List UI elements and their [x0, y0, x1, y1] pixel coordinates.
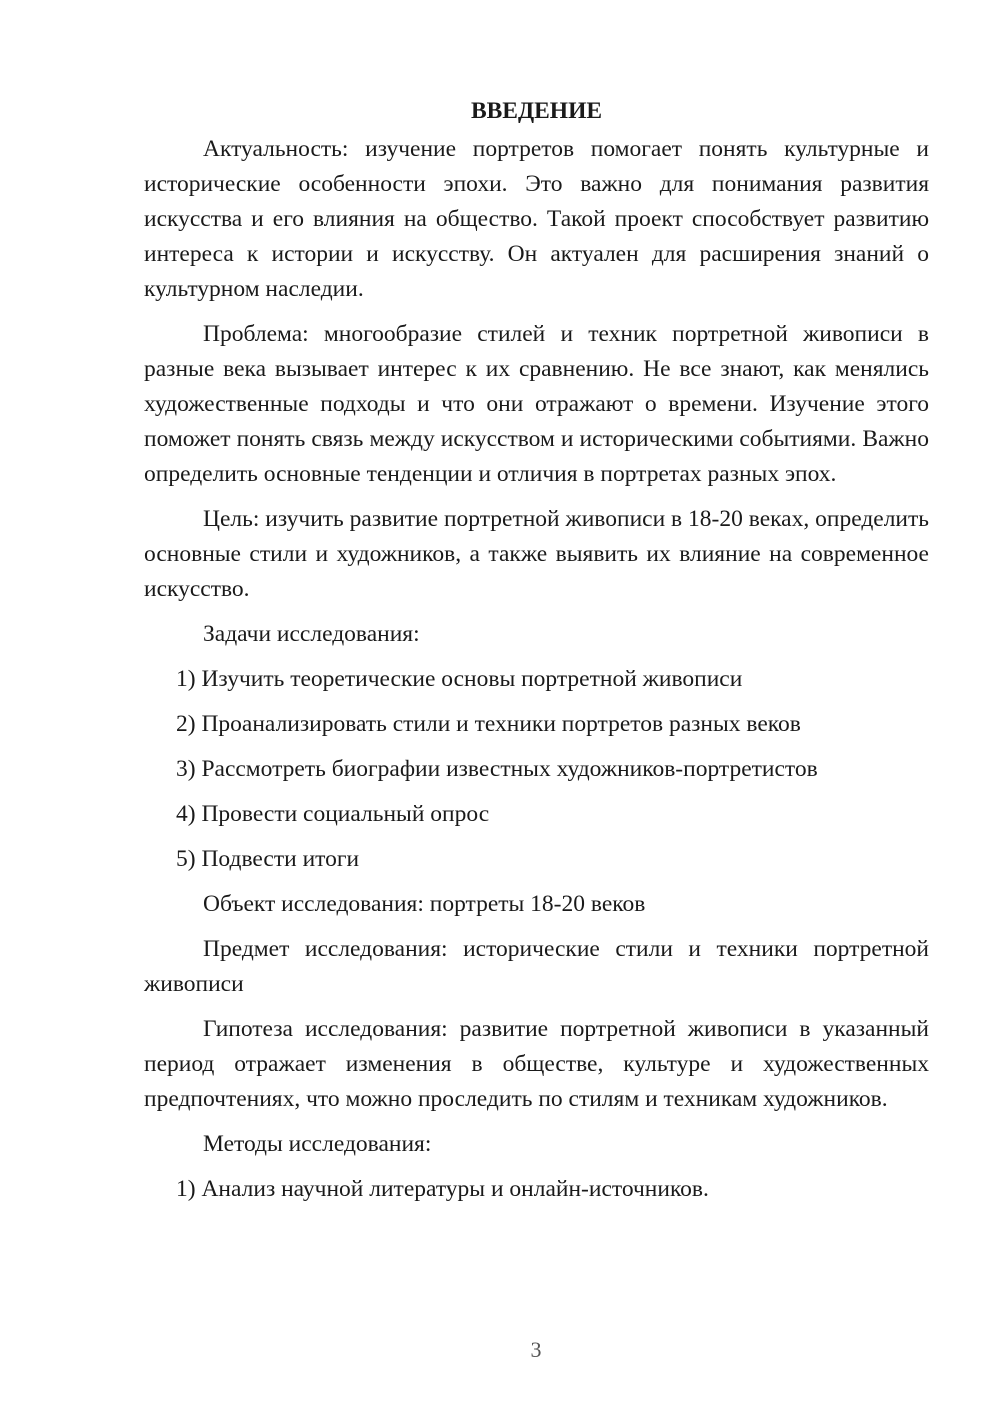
methods-heading: Методы исследования: [203, 1131, 432, 1157]
page-number: 3 [530, 1337, 542, 1362]
list-item: 5) Подвести итоги [176, 846, 360, 872]
list-item: 2) Проанализировать стили и техники портретов разных веков [176, 711, 801, 737]
tasks-list [144, 662, 929, 877]
page-content [144, 95, 929, 1217]
list-item: 3) Рассмотреть биографии известных художников-портретистов [176, 756, 818, 782]
subject-paragraph: Предмет исследования: исторические стили и техники портретной живописи [144, 936, 929, 997]
list-item: 4) Провести социальный опрос [176, 801, 490, 827]
list-item: 1) Изучить теоретические основы портретной живописи [176, 666, 743, 692]
section-heading: ВВЕДЕНИЕ [470, 98, 603, 124]
tasks-heading: Задачи исследования: [203, 621, 420, 647]
hypothesis-paragraph: Гипотеза исследования: развитие портретной живописи в указанный период отражает изменения в обществе, культуре и художественных предпочтениях, что можно проследить по стилям и техникам художников. [144, 1016, 929, 1112]
list-item: 1) Анализ научной литературы и онлайн-источников. [176, 1176, 709, 1202]
goal-paragraph: Цель: изучить развитие портретной живописи в 18-20 веках, определить основные стили и художников, а также выявить их влияние на современное искусство. [144, 506, 929, 602]
problem-paragraph: Проблема: многообразие стилей и техник портретной живописи в разные века вызывает интерес к их сравнению. Не все знают, как менялись художественные подходы и что они отражают о времени. Изучение этого поможет понять связь между искусством и историческими событиями. Важно определить основные тенденции и отличия в портретах разных эпох. [144, 321, 929, 487]
methods-list [144, 1172, 929, 1207]
relevance-paragraph: Актуальность: изучение портретов помогает понять культурные и исторические особенности эпохи. Это важно для понимания развития искусства и его влияния на общество. Такой проект способствует развитию интереса к истории и искусству. Он актуален для расширения знаний о культурном наследии. [144, 136, 929, 302]
object-paragraph: Объект исследования: портреты 18-20 веков [203, 891, 646, 917]
